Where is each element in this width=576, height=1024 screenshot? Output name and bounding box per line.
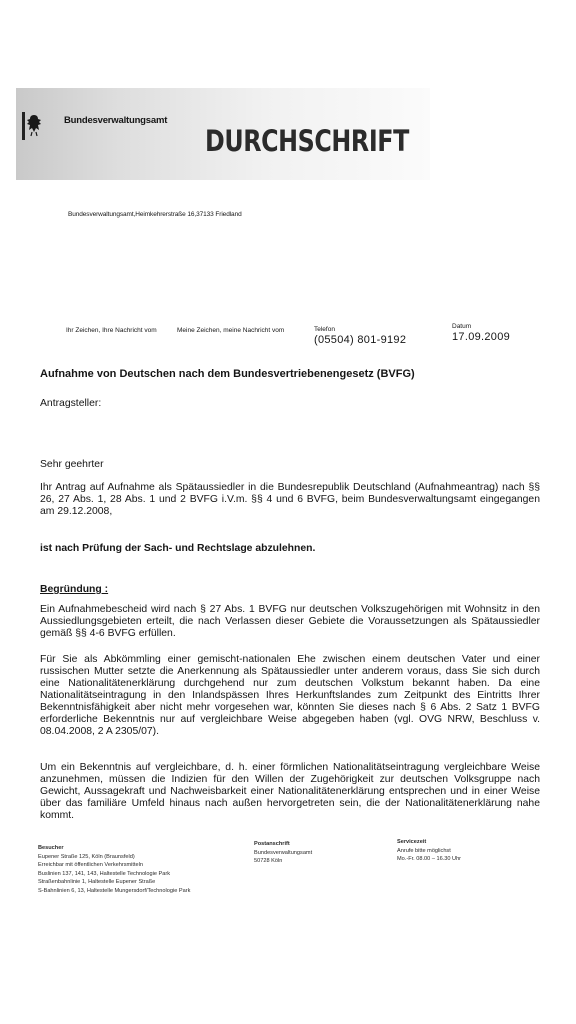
postal-line: Bundesverwaltungsamt	[254, 849, 313, 856]
visitor-line: Eupener Straße 125, Köln (Braunsfeld)	[38, 853, 135, 860]
reason-paragraph-1: Ein Aufnahmebescheid wird nach § 27 Abs. 1 BVFG nur deutschen Volkszugehörigen mit Wohnsitz in den Aussiedlungsgebieten erteilt, die nach Verlassen dieser Gebiete die Voraussetzungen als Spätaussiedler gemäß §§ 4-6 BVFG erfüllen.	[40, 604, 540, 639]
applicant-label: Antragsteller:	[40, 398, 102, 409]
service-line: Mo.-Fr. 08.00 – 16.30 Uhr	[397, 856, 462, 863]
salutation: Sehr geehrter	[40, 459, 104, 470]
letter-subject: Aufnahme von Deutschen nach dem Bundesvertriebenengesetz (BVFG)	[40, 368, 415, 380]
service-line: Anrufe bitte möglichst	[397, 847, 451, 854]
my-reference-label: Meine Zeichen, meine Nachricht vom	[177, 327, 285, 334]
visitor-line: S-Bahnlinien 6, 13, Haltestelle Mungersdorf/Technologie Park	[38, 887, 191, 894]
letter-date: 17.09.2009	[452, 331, 511, 343]
phone-number: (05504) 801-9192	[314, 334, 407, 346]
copy-stamp: DURCHSCHRIFT	[205, 124, 409, 158]
footer-postal-block	[254, 840, 312, 866]
agency-name: Bundesverwaltungsamt	[64, 115, 168, 126]
footer-visitor-block	[38, 844, 190, 896]
reason-paragraph-2: Für Sie als Abkömmling einer gemischt-nationalen Ehe zwischen einem deutschen Vater und einer russischen Mutter setzte die Anerkennung als Spätaussiedler unter anderem voraus, dass Sie sich durch eine Nationalitätenerklärung durchgehend nur zum deutschen Volkstum bekannt haben. Da eine Nationalitätseintragung in den Inlandspässen Ihres Herkunftslandes zum Zeitpunkt des Eintritts Ihrer Bekenntnisfähigkeit aber nicht mehr vorgesehen war, könnten Sie dieses nach § 6 Abs. 2 Satz 1 BVFG erforderliche Bekenntnis nur auf vergleichbare Weise abgegeben haben (vgl. OVG NRW, Beschluss v. 08.04.2008, 2 A 2305/07).	[40, 654, 540, 737]
reason-heading: Begründung :	[40, 584, 109, 595]
visitor-line: Erreichbar mit öffentlichen Verkehrsmitteln	[38, 862, 143, 869]
footer-service-block	[397, 838, 461, 864]
service-heading: Servicezeit	[397, 839, 427, 845]
visitor-heading: Besucher	[38, 845, 64, 851]
postal-line: 50728 Köln	[254, 858, 283, 865]
your-reference-label: Ihr Zeichen, Ihre Nachricht vom	[66, 327, 157, 334]
postal-heading: Postanschrift	[254, 841, 290, 847]
federal-eagle-icon	[22, 112, 44, 140]
reason-paragraph-3: Um ein Bekenntnis auf vergleichbare, d. h. einer förmlichen Nationalitätseintragung vergleichbare Weise anzunehmen, müssen die Indizien für den Willen der Zugehörigkeit zur deutschen Volksgruppe nach Gewicht, Aussagekraft und Nachweisbarkeit einer Nationalitätenerklärung entsprechen und in einer Weise über das familiäre Umfeld hinaus nach außen hervorgetreten sein, die der Nationalitätenerklärung nahe kommt.	[40, 762, 540, 821]
sender-address: Bundesverwaltungsamt,Heimkehrerstraße 16,37133 Friedland	[68, 211, 242, 218]
decision-statement: ist nach Prüfung der Sach- und Rechtslage abzulehnen.	[40, 543, 316, 554]
visitor-line: Buslinien 137, 141, 143, Haltestelle Technologie Park	[38, 870, 171, 877]
visitor-line: Straßenbahnlinie 1, Haltestelle Eupener Straße	[38, 879, 156, 886]
date-label: Datum	[452, 323, 472, 330]
application-paragraph: Ihr Antrag auf Aufnahme als Spätaussiedler in die Bundesrepublik Deutschland (Aufnahmeantrag) nach §§ 26, 27 Abs. 1, 28 Abs. 1 und 2 BVFG i.V.m. §§ 4 und 6 BVFG, beim Bundesverwaltungsamt eingegangen am 29.12.2008,	[40, 482, 540, 517]
phone-label: Telefon	[314, 326, 335, 333]
